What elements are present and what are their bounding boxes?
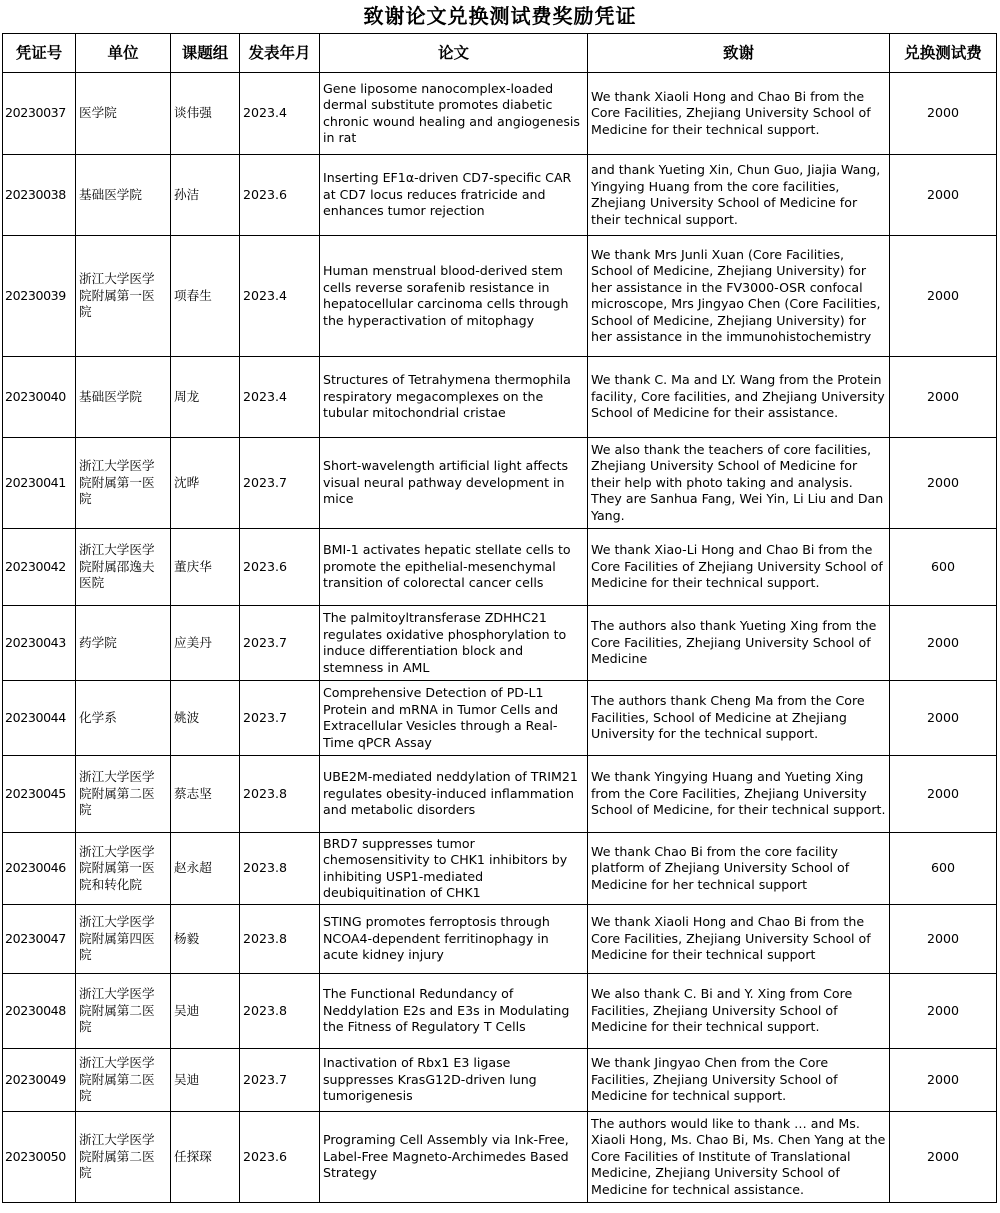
table-row [3, 1112, 997, 1203]
paper-cell: Structures of Tetrahymena thermophila respiratory megacomplexes on the tubular mitochondrial cristae [320, 357, 588, 438]
voucher-number: 20230046 [3, 833, 76, 905]
date-cell: 2023.7 [240, 606, 320, 681]
voucher-number: 20230041 [3, 438, 76, 529]
date-cell: 2023.6 [240, 1112, 320, 1203]
table-row [3, 974, 997, 1049]
voucher-number: 20230044 [3, 681, 76, 756]
date-cell: 2023.6 [240, 155, 320, 236]
group-cell: 周龙 [171, 357, 240, 438]
date-cell: 2023.4 [240, 236, 320, 357]
unit-cell: 医学院 [76, 73, 171, 155]
paper-cell: The Functional Redundancy of Neddylation E2s and E3s in Modulating the Fitness of Regulatory T Cells [320, 974, 588, 1049]
ack-cell: We thank Jingyao Chen from the Core Facilities, Zhejiang University School of Medicine for technical support. [588, 1049, 890, 1112]
unit-cell: 浙江大学医学院附属第一医院和转化院 [76, 833, 171, 905]
voucher-number: 20230042 [3, 529, 76, 606]
table-row [3, 1049, 997, 1112]
paper-cell: STING promotes ferroptosis through NCOA4-dependent ferritinophagy in acute kidney injury [320, 905, 588, 974]
table-row [3, 529, 997, 606]
table-row [3, 833, 997, 905]
table-row [3, 756, 997, 833]
unit-cell: 浙江大学医学院附属第二医院 [76, 974, 171, 1049]
paper-cell: Inserting EF1α-driven CD7-specific CAR at CD7 locus reduces fratricide and enhances tumor rejection [320, 155, 588, 236]
ack-cell: We thank Xiao-Li Hong and Chao Bi from the Core Facilities of Zhejiang University School of Medicine for their technical support. [588, 529, 890, 606]
fee-cell: 2000 [890, 905, 997, 974]
voucher-number: 20230047 [3, 905, 76, 974]
paper-cell: BRD7 suppresses tumor chemosensitivity to CHK1 inhibitors by inhibiting USP1-mediated deubiquitination of CHK1 [320, 833, 588, 905]
table-row [3, 155, 997, 236]
unit-cell: 基础医学院 [76, 357, 171, 438]
voucher-number: 20230038 [3, 155, 76, 236]
fee-cell: 600 [890, 529, 997, 606]
unit-cell: 浙江大学医学院附属第一医院 [76, 438, 171, 529]
unit-cell: 浙江大学医学院附属第二医院 [76, 1112, 171, 1203]
fee-cell: 600 [890, 833, 997, 905]
voucher-number: 20230043 [3, 606, 76, 681]
date-cell: 2023.4 [240, 73, 320, 155]
voucher-number: 20230049 [3, 1049, 76, 1112]
voucher-number: 20230037 [3, 73, 76, 155]
date-cell: 2023.8 [240, 905, 320, 974]
fee-cell: 2000 [890, 236, 997, 357]
group-cell: 蔡志坚 [171, 756, 240, 833]
paper-cell: Gene liposome nanocomplex-loaded dermal substitute promotes diabetic chronic wound healing and angiogenesis in rat [320, 73, 588, 155]
ack-cell: We thank Chao Bi from the core facility platform of Zhejiang University School of Medicine for her technical support [588, 833, 890, 905]
group-cell: 姚波 [171, 681, 240, 756]
paper-cell: Comprehensive Detection of PD-L1 Protein and mRNA in Tumor Cells and Extracellular Vesicles through a Real-Time qPCR Assay [320, 681, 588, 756]
voucher-number: 20230039 [3, 236, 76, 357]
date-cell: 2023.8 [240, 756, 320, 833]
group-cell: 任探琛 [171, 1112, 240, 1203]
unit-cell: 浙江大学医学院附属第一医院 [76, 236, 171, 357]
group-cell: 谈伟强 [171, 73, 240, 155]
date-cell: 2023.7 [240, 1049, 320, 1112]
fee-cell: 2000 [890, 974, 997, 1049]
fee-cell: 2000 [890, 438, 997, 529]
group-cell: 沈晔 [171, 438, 240, 529]
table-row [3, 73, 997, 155]
header-fee: 兑换测试费 [890, 34, 997, 73]
header-publish-date: 发表年月 [240, 34, 320, 73]
ack-cell: The authors would like to thank … and Ms. Xiaoli Hong, Ms. Chao Bi, Ms. Chen Yang at the Core Facilities of Institute of Translational Medicine, Zhejiang University School of Medicine for technical assistance. [588, 1112, 890, 1203]
table-row [3, 357, 997, 438]
ack-cell: The authors also thank Yueting Xing from the Core Facilities, Zhejiang University School of Medicine [588, 606, 890, 681]
paper-cell: Programing Cell Assembly via Ink-Free, Label-Free Magneto-Archimedes Based Strategy [320, 1112, 588, 1203]
voucher-table [2, 33, 997, 1203]
date-cell: 2023.6 [240, 529, 320, 606]
date-cell: 2023.8 [240, 974, 320, 1049]
fee-cell: 2000 [890, 1112, 997, 1203]
fee-cell: 2000 [890, 155, 997, 236]
voucher-number: 20230040 [3, 357, 76, 438]
group-cell: 项春生 [171, 236, 240, 357]
ack-cell: We thank Yingying Huang and Yueting Xing from the Core Facilities, Zhejiang University School of Medicine, for their technical support. [588, 756, 890, 833]
header-voucher-no: 凭证号 [3, 34, 76, 73]
fee-cell: 2000 [890, 357, 997, 438]
group-cell: 吴迪 [171, 1049, 240, 1112]
voucher-number: 20230045 [3, 756, 76, 833]
paper-cell: Human menstrual blood-derived stem cells reverse sorafenib resistance in hepatocellular carcinoma cells through the hyperactivation of mitophagy [320, 236, 588, 357]
fee-cell: 2000 [890, 681, 997, 756]
ack-cell: and thank Yueting Xin, Chun Guo, Jiajia Wang, Yingying Huang from the core facilities, Zhejiang University School of Medicine for their technical support. [588, 155, 890, 236]
group-cell: 赵永超 [171, 833, 240, 905]
date-cell: 2023.8 [240, 833, 320, 905]
unit-cell: 化学系 [76, 681, 171, 756]
header-group: 课题组 [171, 34, 240, 73]
date-cell: 2023.4 [240, 357, 320, 438]
unit-cell: 浙江大学医学院附属第二医院 [76, 1049, 171, 1112]
fee-cell: 2000 [890, 756, 997, 833]
fee-cell: 2000 [890, 606, 997, 681]
voucher-number: 20230050 [3, 1112, 76, 1203]
paper-cell: Short-wavelength artificial light affects visual neural pathway development in mice [320, 438, 588, 529]
unit-cell: 药学院 [76, 606, 171, 681]
paper-cell: The palmitoyltransferase ZDHHC21 regulates oxidative phosphorylation to induce differentiation block and stemness in AML [320, 606, 588, 681]
ack-cell: We thank Xiaoli Hong and Chao Bi from the Core Facilities, Zhejiang University School of Medicine for their technical support. [588, 73, 890, 155]
ack-cell: We also thank C. Bi and Y. Xing from Core Facilities, Zhejiang University School of Medicine for their technical support. [588, 974, 890, 1049]
table-header-row [3, 34, 997, 73]
paper-cell: Inactivation of Rbx1 E3 ligase suppresses KrasG12D-driven lung tumorigenesis [320, 1049, 588, 1112]
paper-cell: UBE2M-mediated neddylation of TRIM21 regulates obesity-induced inflammation and metabolic disorders [320, 756, 588, 833]
table-row [3, 438, 997, 529]
group-cell: 孙洁 [171, 155, 240, 236]
paper-cell: BMI-1 activates hepatic stellate cells to promote the epithelial-mesenchymal transition of colorectal cancer cells [320, 529, 588, 606]
table-row [3, 905, 997, 974]
fee-cell: 2000 [890, 1049, 997, 1112]
group-cell: 吴迪 [171, 974, 240, 1049]
date-cell: 2023.7 [240, 681, 320, 756]
fee-cell: 2000 [890, 73, 997, 155]
ack-cell: We thank Mrs Junli Xuan (Core Facilities, School of Medicine, Zhejiang University) for her assistance in the FV3000-OSR confocal microscope, Mrs Jingyao Chen (Core Facilities, School of Medicine, Zhejiang University) for her assistance in the immunohistochemistry [588, 236, 890, 357]
unit-cell: 基础医学院 [76, 155, 171, 236]
header-acknowledgement: 致谢 [588, 34, 890, 73]
table-row [3, 681, 997, 756]
table-row [3, 236, 997, 357]
group-cell: 杨毅 [171, 905, 240, 974]
unit-cell: 浙江大学医学院附属邵逸夫医院 [76, 529, 171, 606]
voucher-number: 20230048 [3, 974, 76, 1049]
document-title: 致谢论文兑换测试费奖励凭证 [363, 4, 637, 28]
ack-cell: We thank C. Ma and LY. Wang from the Protein facility, Core facilities, and Zhejiang University School of Medicine for their assistance. [588, 357, 890, 438]
ack-cell: We thank Xiaoli Hong and Chao Bi from the Core Facilities, Zhejiang University School of Medicine for their technical support [588, 905, 890, 974]
group-cell: 应美丹 [171, 606, 240, 681]
ack-cell: We also thank the teachers of core facilities, Zhejiang University School of Medicine for their help with photo taking and analysis. They are Sanhua Fang, Wei Yin, Li Liu and Dan Yang. [588, 438, 890, 529]
header-paper: 论文 [320, 34, 588, 73]
ack-cell: The authors thank Cheng Ma from the Core Facilities, School of Medicine at Zhejiang University for the technical support. [588, 681, 890, 756]
header-unit: 单位 [76, 34, 171, 73]
unit-cell: 浙江大学医学院附属第四医院 [76, 905, 171, 974]
unit-cell: 浙江大学医学院附属第二医院 [76, 756, 171, 833]
date-cell: 2023.7 [240, 438, 320, 529]
group-cell: 董庆华 [171, 529, 240, 606]
table-row [3, 606, 997, 681]
